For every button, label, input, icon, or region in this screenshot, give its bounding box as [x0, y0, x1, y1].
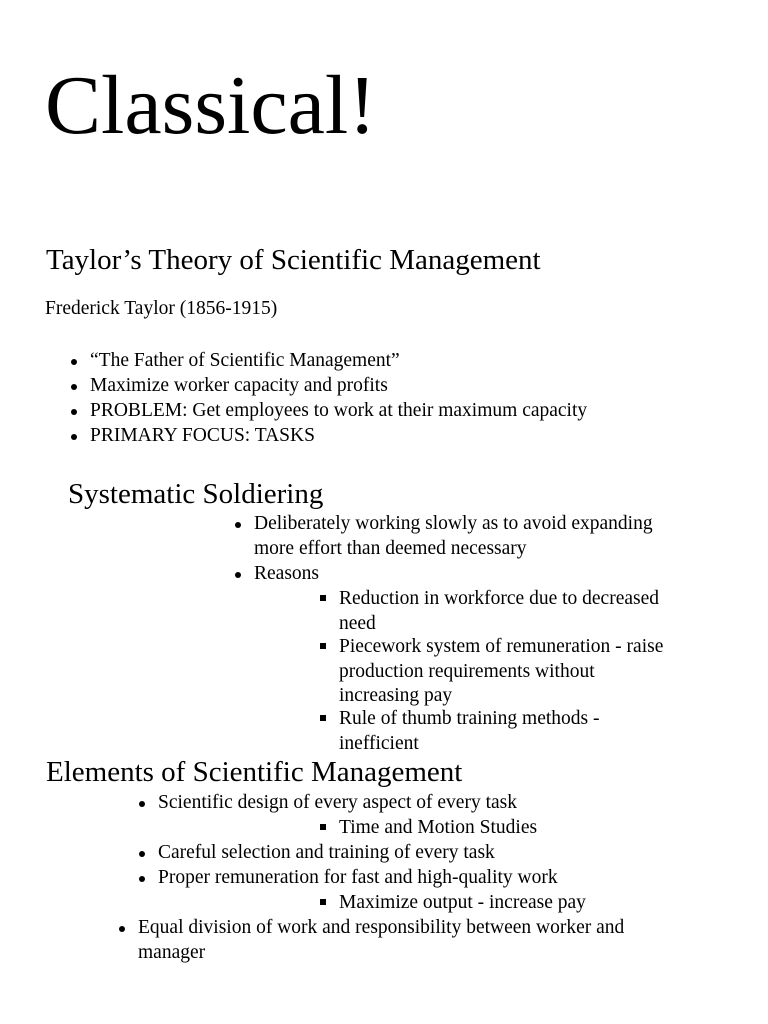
list-item-line: inefficient: [339, 732, 419, 754]
list-item: [138, 916, 624, 965]
list-item: Maximize worker capacity and profits: [90, 374, 388, 399]
page-title: Classical!: [45, 59, 377, 152]
list-item-line: Rule of thumb training methods -: [339, 708, 600, 729]
list-item: “The Father of Scientific Management”: [90, 349, 400, 374]
section-heading-elements: Elements of Scientific Management: [46, 756, 463, 788]
list-item: Proper remuneration for fast and high-quality work: [158, 866, 558, 891]
list-item: [254, 512, 653, 561]
list-item: Careful selection and training of every task: [158, 841, 495, 866]
author-line: Frederick Taylor (1856-1915): [45, 298, 278, 319]
section-heading-taylor-theory: Taylor’s Theory of Scientific Management: [46, 244, 541, 276]
list-item-line: production requirements without: [339, 660, 595, 682]
list-item-line: manager: [138, 941, 206, 963]
list-item-line: more effort than deemed necessary: [254, 537, 527, 559]
list-item-line: Deliberately working slowly as to avoid expanding: [254, 513, 653, 534]
sub-list-item: Maximize output - increase pay: [339, 891, 586, 916]
sub-list-item: Time and Motion Studies: [339, 816, 537, 841]
list-item-line: Piecework system of remuneration - raise: [339, 636, 664, 657]
list-item-line: need: [339, 612, 376, 634]
list-item-line: increasing pay: [339, 685, 453, 706]
sub-list-item: [339, 587, 659, 636]
sub-list-item: [339, 635, 663, 709]
list-item: Scientific design of every aspect of every task: [158, 791, 517, 816]
sub-list-item: [339, 707, 600, 756]
list-item-line: Equal division of work and responsibility between worker and: [138, 917, 625, 938]
list-item: PRIMARY FOCUS: TASKS: [90, 424, 315, 449]
list-item: Reasons: [254, 562, 319, 587]
list-item: PROBLEM: Get employees to work at their maximum capacity: [90, 399, 587, 424]
section-heading-systematic-soldiering: Systematic Soldiering: [68, 478, 324, 510]
list-item-line: Reduction in workforce due to decreased: [339, 588, 659, 609]
